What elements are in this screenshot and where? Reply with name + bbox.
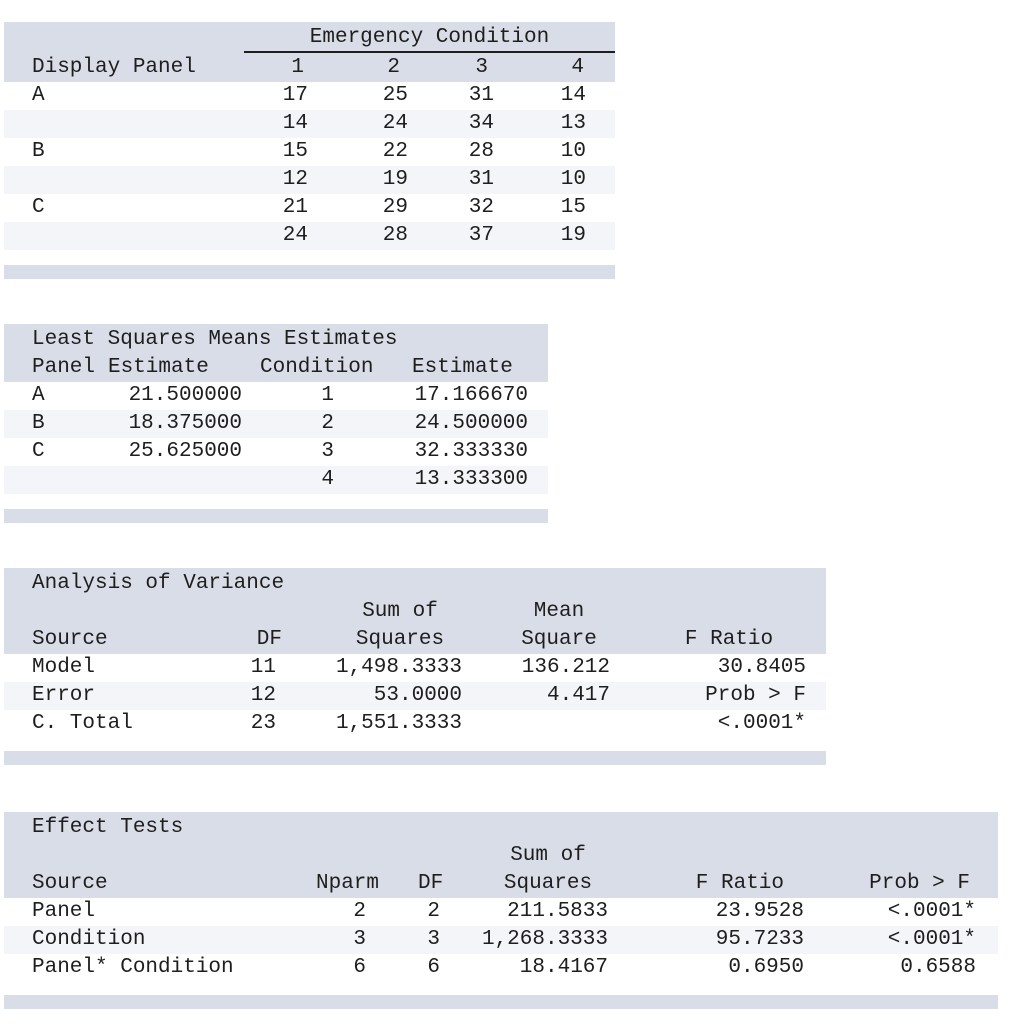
cell: 1,551.3333	[335, 712, 462, 735]
column-header: Panel	[32, 356, 96, 379]
cell: 34	[468, 112, 494, 135]
cell: 15	[282, 140, 308, 163]
cell: 0.6950	[728, 956, 804, 979]
cell: 22	[382, 140, 408, 163]
cell: 21	[282, 196, 308, 219]
column-header: Nparm	[316, 872, 380, 895]
column-header: Source	[32, 628, 108, 651]
row-header: Display Panel	[32, 56, 196, 79]
cell: 28	[468, 140, 494, 163]
cell: 21.500000	[128, 384, 242, 407]
table-title: Least Squares Means Estimates	[32, 328, 398, 351]
cell: 11	[250, 656, 276, 679]
cell: 2	[427, 900, 440, 923]
cell: Model	[32, 656, 96, 679]
column-header: Squares	[503, 872, 593, 895]
cell: C	[32, 440, 45, 463]
column-header: Sum of	[510, 844, 586, 867]
cell: 136.212	[521, 656, 610, 679]
cell: A	[32, 384, 45, 407]
column-header: F Ratio	[684, 628, 774, 651]
cell: 4	[321, 468, 334, 491]
column-header: Estimate	[108, 356, 209, 379]
column-header: 3	[475, 56, 488, 79]
column-header: Squares	[355, 628, 445, 651]
cell: 3	[353, 928, 366, 951]
cell: 19	[560, 224, 586, 247]
column-header: Source	[32, 872, 108, 895]
column-header: 1	[291, 56, 304, 79]
column-header: Prob > F	[869, 872, 970, 895]
cell: 2	[353, 900, 366, 923]
cell	[100, 466, 242, 494]
analysis-of-variance-table	[4, 568, 826, 766]
row-label: C	[32, 196, 45, 219]
cell: C. Total	[32, 712, 133, 735]
cell: 12	[250, 684, 276, 707]
data-table	[4, 22, 615, 280]
cell: 6	[427, 956, 440, 979]
column-header: Mean	[533, 600, 585, 623]
cell: 10	[560, 168, 586, 191]
cell: 4.417	[546, 684, 610, 707]
column-header: Square	[521, 628, 597, 651]
cell: <.0001*	[887, 900, 976, 923]
row-label: A	[32, 84, 45, 107]
cell: 28	[382, 224, 408, 247]
column-header: 4	[571, 56, 584, 79]
cell: 17.166670	[414, 384, 528, 407]
cell: 24.500000	[414, 412, 528, 435]
effect-tests-table	[4, 812, 998, 1010]
cell: <.0001*	[887, 928, 976, 951]
cell: 23	[250, 712, 276, 735]
table-title: Analysis of Variance	[32, 572, 285, 595]
column-header: Estimate	[412, 356, 513, 379]
cell: 25	[382, 84, 408, 107]
group-header-rule	[244, 51, 615, 53]
least-squares-means-table	[4, 324, 548, 524]
cell: Prob > F	[705, 684, 806, 707]
cell: 6	[353, 956, 366, 979]
cell: 19	[382, 168, 408, 191]
cell: 95.7233	[715, 928, 804, 951]
cell: 24	[382, 112, 408, 135]
cell: 15	[560, 196, 586, 219]
column-header: Condition	[260, 356, 374, 379]
column-header: Sum of	[362, 600, 438, 623]
cell: 25.625000	[128, 440, 242, 463]
cell: 1,498.3333	[335, 656, 462, 679]
column-header: DF	[256, 628, 282, 651]
cell: Panel	[32, 900, 96, 923]
row-label: B	[32, 140, 45, 163]
cell: 32.333330	[414, 440, 528, 463]
cell: 24	[282, 224, 308, 247]
column-header: 2	[387, 56, 400, 79]
cell: 32	[468, 196, 494, 219]
cell: 31	[468, 168, 494, 191]
column-header: F Ratio	[695, 872, 784, 895]
cell: 1,268.3333	[481, 928, 608, 951]
column-header: DF	[418, 872, 444, 895]
cell: Panel* Condition	[32, 956, 234, 979]
cell: 31	[468, 84, 494, 107]
cell	[494, 710, 610, 738]
cell: 10	[560, 140, 586, 163]
table-title: Effect Tests	[32, 816, 184, 839]
cell: 13.333300	[414, 468, 528, 491]
cell: 0.6588	[900, 956, 976, 979]
cell: 29	[382, 196, 408, 219]
cell: 30.8405	[717, 656, 806, 679]
cell: Condition	[32, 928, 146, 951]
cell: 23.9528	[715, 900, 804, 923]
cell: 18.4167	[519, 956, 608, 979]
cell: 14	[282, 112, 308, 135]
cell: 14	[560, 84, 586, 107]
cell: 12	[282, 168, 308, 191]
cell: <.0001*	[717, 712, 806, 735]
cell: B	[32, 412, 45, 435]
cell: 18.375000	[128, 412, 242, 435]
cell: 2	[321, 412, 334, 435]
cell: 37	[468, 224, 494, 247]
cell: 1	[321, 384, 334, 407]
cell: 13	[560, 112, 586, 135]
cell: 17	[282, 84, 308, 107]
cell: 3	[427, 928, 440, 951]
cell: 211.5833	[507, 900, 608, 923]
column-group-header: Emergency Condition	[309, 26, 550, 49]
cell: 53.0000	[373, 684, 462, 707]
cell: Error	[32, 684, 96, 707]
cell: 3	[321, 440, 334, 463]
